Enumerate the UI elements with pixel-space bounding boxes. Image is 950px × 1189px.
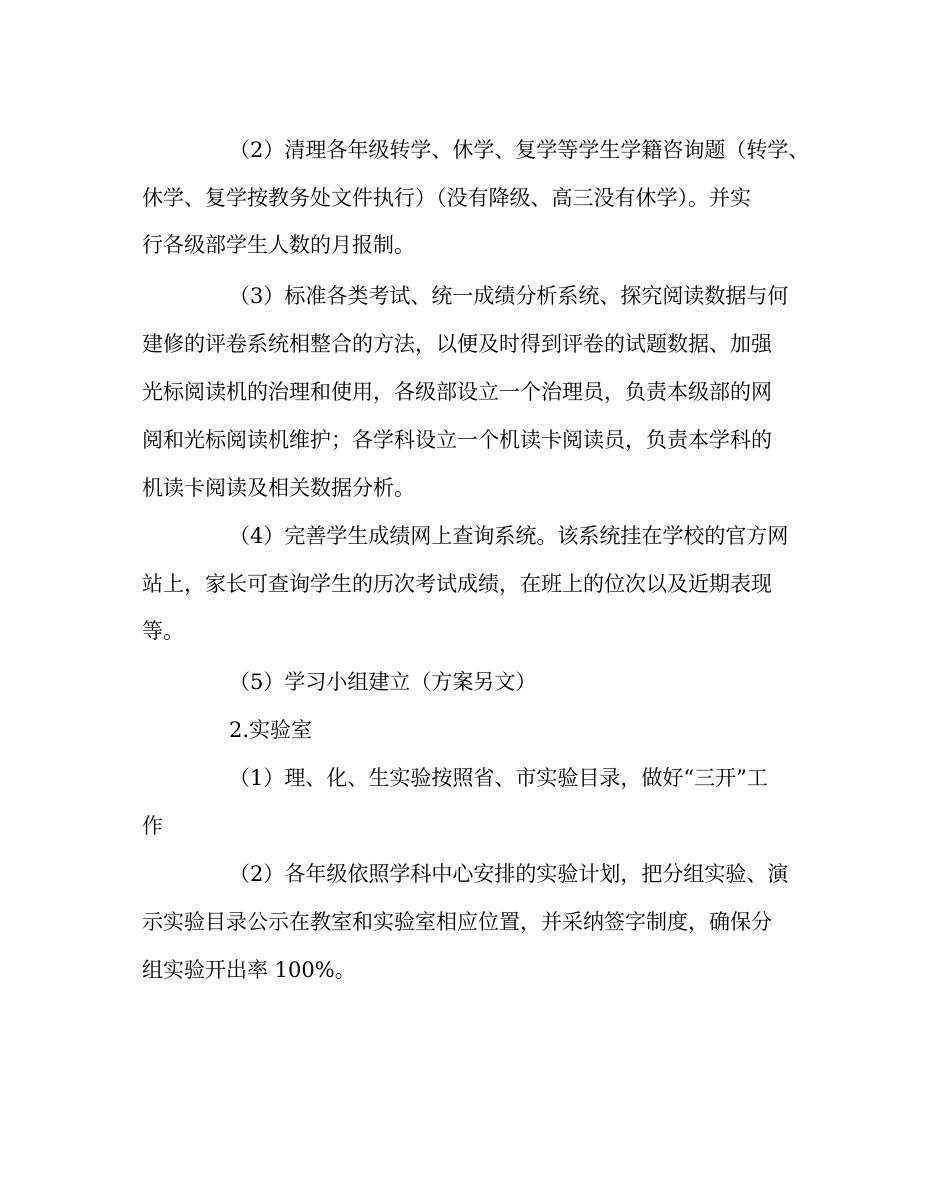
paragraph-line: 等。 bbox=[142, 619, 184, 643]
paragraph-line: （2）清理各年级转学、休学、复学等学生学籍咨询题（转学、 bbox=[229, 138, 810, 162]
paragraph-line: （1）理、化、生实验按照省、市实验目录，做好“三开”工 bbox=[229, 766, 768, 790]
paragraph-line: 阅和光标阅读机维护；各学科设立一个机读卡阅读员，负责本学科的 bbox=[142, 428, 772, 452]
paragraph-line: （4）完善学生成绩网上查询系统。该系统挂在学校的官方网 bbox=[229, 524, 789, 548]
paragraph-line: 光标阅读机的治理和使用，各级部设立一个治理员，负责本级部的网 bbox=[142, 380, 772, 404]
paragraph-line: 站上，家长可查询学生的历次考试成绩，在班上的位次以及近期表现 bbox=[142, 572, 772, 596]
paragraph-line: 组实验开出率 100%。 bbox=[142, 958, 356, 982]
paragraph-line: 作 bbox=[142, 814, 163, 838]
paragraph-line: （2）各年级依照学科中心安排的实验计划，把分组实验、演 bbox=[229, 862, 789, 886]
paragraph-line: 休学、复学按教务处文件执行）（没有降级、高三没有休学）。并实 bbox=[142, 186, 751, 210]
section-heading: 2.实验室 bbox=[229, 718, 313, 742]
paragraph-line: 行各级部学生人数的月报制。 bbox=[142, 233, 415, 257]
paragraph-line: 机读卡阅读及相关数据分析。 bbox=[142, 476, 415, 500]
paragraph-line: （3）标准各类考试、统一成绩分析系统、探究阅读数据与何 bbox=[229, 284, 789, 308]
paragraph-line: 示实验目录公示在教室和实验室相应位置，并采纳签字制度，确保分 bbox=[142, 910, 772, 934]
paragraph-line: 建修的评卷系统相整合的方法，以便及时得到评卷的试题数据、加强 bbox=[142, 332, 772, 356]
paragraph-line: （5）学习小组建立（方案另文） bbox=[229, 670, 537, 694]
